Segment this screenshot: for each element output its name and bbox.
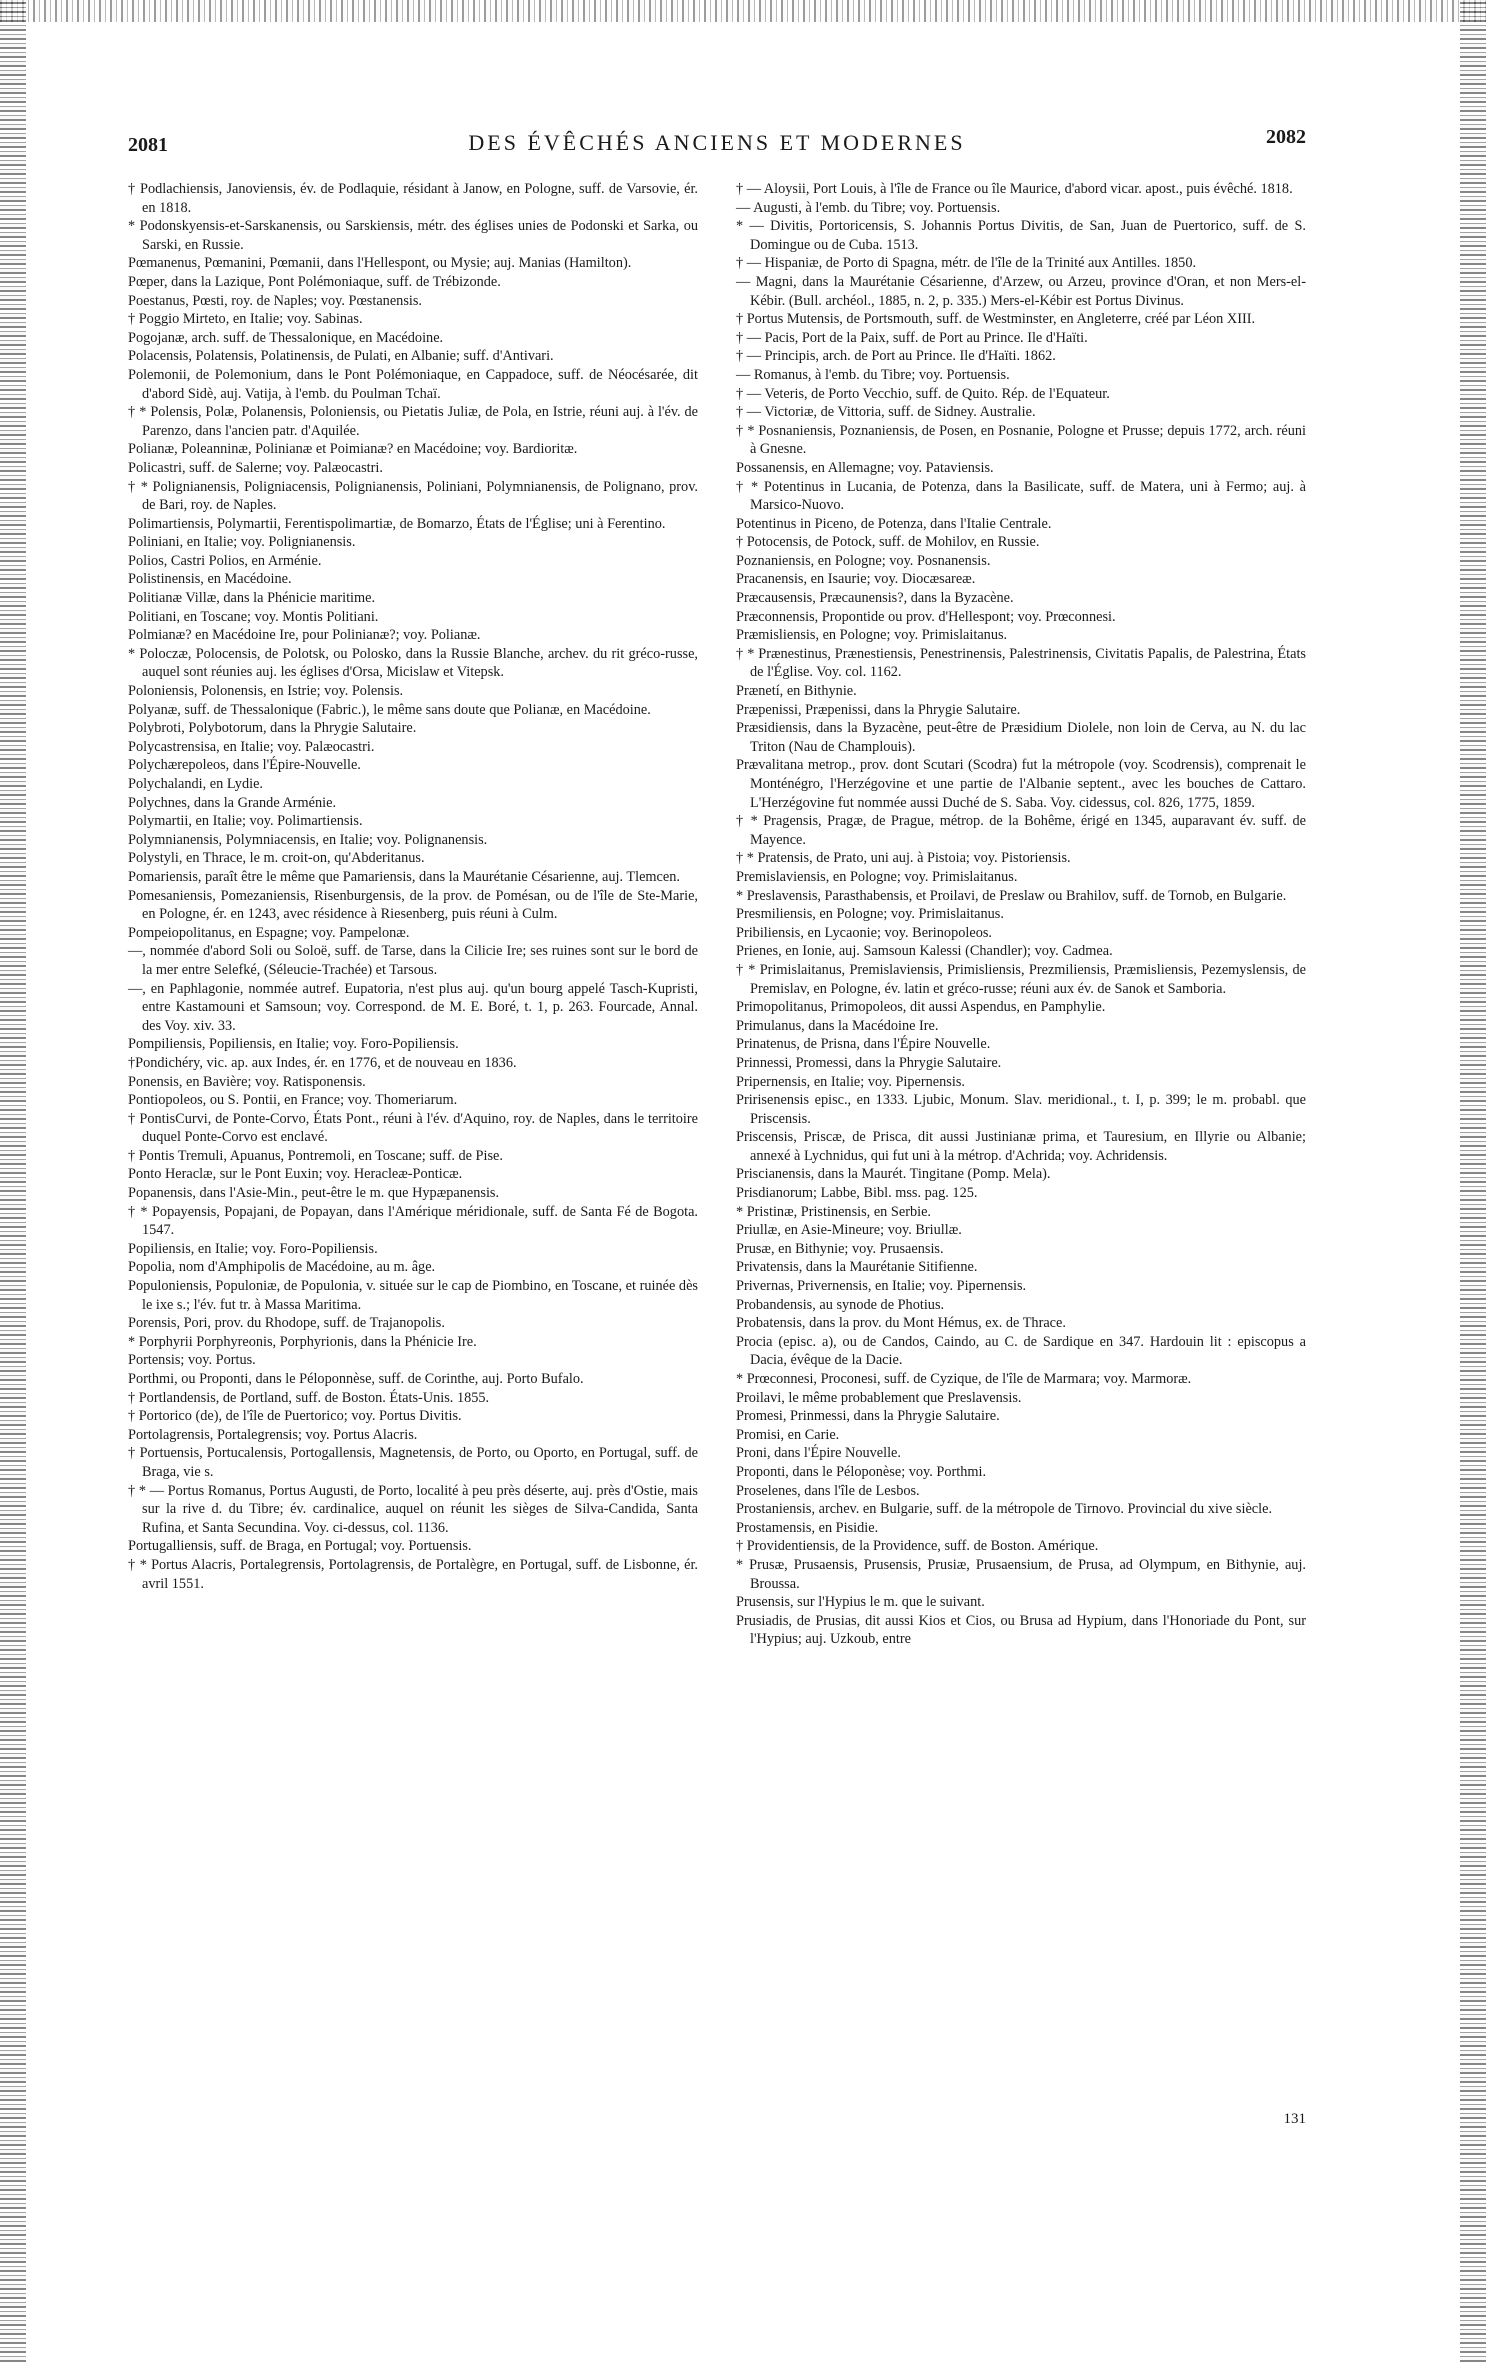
dictionary-entry: † Portlandensis, de Portland, suff. de Boston. États-Unis. 1855. — [128, 1389, 490, 1406]
dictionary-entry: † Portorico (de), de l'île de Puertorico; voy. Portus Divitis. — [128, 1408, 462, 1425]
dictionary-entry: † * Pragensis, Pragæ, de Prague, métrop. de la Bohême, érigé en 1345, auparavant év. suff. de Mayence. — [736, 813, 1306, 848]
dictionary-entry: † * Polensis, Polæ, Polanensis, Poloniensis, ou Pietatis Juliæ, de Pola, en Istrie, réuni auj. à l'év. de Parenzo, dans l'ancien patr. d'Aquilée. — [128, 404, 698, 439]
left-column — [128, 180, 698, 1593]
dictionary-entry: Popanensis, dans l'Asie-Min., peut-être le m. que Hypæpanensis. — [128, 1185, 500, 1202]
dictionary-entry: Presmiliensis, en Pologne; voy. Primislaitanus. — [736, 906, 1004, 923]
dictionary-entry: Polycastrensisa, en Italie; voy. Palæocastri. — [128, 738, 375, 755]
dictionary-entry: Prostaniensis, archev. en Bulgarie, suff. de la métropole de Tirnovo. Provincial du xive siècle. — [736, 1501, 1273, 1518]
dictionary-entry: † * Portus Alacris, Portalegrensis, Portolagrensis, de Portalègre, en Portugal, suff. de Lisbonne, ér. avril 1551. — [128, 1556, 698, 1592]
dictionary-entry: Proponti, dans le Péloponèse; voy. Porthmi. — [736, 1463, 987, 1480]
dictionary-entry: Priullæ, en Asie-Mineure; voy. Briullæ. — [736, 1222, 962, 1239]
dictionary-entry: Præconnensis, Propontide ou prov. d'Hellespont; voy. Prœconnesi. — [736, 608, 1116, 625]
dictionary-entry: Polybroti, Polybotorum, dans la Phrygie Salutaire. — [128, 720, 417, 737]
dictionary-entry: Probatensis, dans la prov. du Mont Hémus, ex. de Thrace. — [736, 1315, 1066, 1332]
dictionary-entry: Polemonii, de Polemonium, dans le Pont Polémoniaque, en Cappadoce, suff. de Néocésarée, dit d'abord Sidè, auj. Vatija, à l'emb. du Poulman Tchaï. — [128, 366, 698, 402]
dictionary-entry: Polyanæ, suff. de Thessalonique (Fabric.), le même sans doute que Polianæ, en Macédoine. — [128, 701, 651, 718]
dictionary-entry: Proni, dans l'Épire Nouvelle. — [736, 1445, 901, 1462]
dictionary-entry: Politiani, en Toscane; voy. Montis Politiani. — [128, 608, 379, 625]
dictionary-entry: Priscianensis, dans la Maurét. Tingitane (Pomp. Mela). — [736, 1166, 1051, 1183]
dictionary-entry: Polistinensis, en Macédoine. — [128, 571, 292, 588]
dictionary-entry: * Porphyrii Porphyreonis, Porphyrionis, dans la Phénicie Ire. — [128, 1333, 477, 1350]
dictionary-entry: † * — Portus Romanus, Portus Augusti, de Porto, localité à peu près déserte, auj. près d'Ostie, mais sur la rive d. du Tibre; év. cardinalice, auquel on réunit les sièges de Silva-Candida, Santa Rufina, et Santa Secundina. Voy. ci-dessus, col. 1136. — [128, 1482, 698, 1536]
dictionary-entry: Possanensis, en Allemagne; voy. Pataviensis. — [736, 459, 994, 476]
dictionary-entry: † Poggio Mirteto, en Italie; voy. Sabinas. — [128, 311, 363, 328]
dictionary-entry: * Poloczæ, Polocensis, de Polotsk, ou Polosko, dans la Russie Blanche, archev. du rit gréco-russe, auquel sont réunies auj. les églises d'Orsa, Micislaw et Vitepsk. — [128, 645, 698, 681]
dictionary-entry: Pœmanenus, Pœmanini, Pœmanii, dans l'Hellespont, ou Mysie; auj. Manias (Hamilton). — [128, 255, 632, 272]
dictionary-entry: † — Aloysii, Port Louis, à l'île de France ou île Maurice, d'abord vicar. apost., puis évêché. 1818. — [736, 181, 1293, 197]
dictionary-entry: — Romanus, à l'emb. du Tibre; voy. Portuensis. — [736, 366, 1010, 383]
dictionary-entry: * Prusæ, Prusaensis, Prusensis, Prusiæ, Prusaensium, de Prusa, ad Olympum, en Bithynie, auj. Broussa. — [736, 1556, 1306, 1592]
dictionary-entry: † — Hispaniæ, de Porto di Spagna, métr. de l'île de la Trinité aux Antilles. 1850. — [736, 255, 1197, 272]
dictionary-entry: Pomariensis, paraît être le même que Pamariensis, dans la Maurétanie Césarienne, auj. Tlemcen. — [128, 868, 680, 885]
right-column — [736, 180, 1306, 1649]
dictionary-entry: Portolagrensis, Portalegrensis; voy. Portus Alacris. — [128, 1426, 418, 1443]
dictionary-entry: Pracanensis, en Isaurie; voy. Diocæsareæ. — [736, 571, 976, 588]
dictionary-entry: † Portus Mutensis, de Portsmouth, suff. de Westminster, en Angleterre, créé par Léon XIII. — [736, 311, 1256, 328]
dictionary-entry: † * Prænestinus, Prænestiensis, Penestrinensis, Palestrinensis, Civitatis Papalis, de Palestrina, États de l'Église. Voy. col. 1162. — [736, 645, 1306, 681]
dictionary-entry: Privatensis, dans la Maurétanie Sitifienne. — [736, 1259, 978, 1276]
dictionary-entry: Poliniani, en Italie; voy. Polignianensis. — [128, 534, 356, 551]
dictionary-entry: Priscensis, Priscæ, de Prisca, dit aussi Justinianæ prima, et Tauresium, en Illyrie ou Albanie; annexé à Lychnidus, qui fut uni à la métrop. d'Achrida; voy. Achridensis. — [736, 1129, 1306, 1164]
dictionary-entry: Primulanus, dans la Macédoine Ire. — [736, 1017, 939, 1034]
dictionary-entry: Probandensis, au synode de Photius. — [736, 1296, 945, 1313]
dictionary-entry: Polychnes, dans la Grande Arménie. — [128, 794, 337, 811]
dictionary-entry: Pontiopoleos, ou S. Pontii, en France; voy. Thomeriarum. — [128, 1092, 458, 1109]
dictionary-entry: Prienes, en Ionie, auj. Samsoun Kalessi (Chandler); voy. Cadmea. — [736, 943, 1113, 960]
dictionary-entry: * Preslavensis, Parasthabensis, et Proilavi, de Preslaw ou Brahilov, suff. de Tornob, en Bulgarie. — [736, 887, 1287, 904]
dictionary-entry: Potentinus in Piceno, de Potenza, dans l'Italie Centrale. — [736, 515, 1052, 532]
dictionary-entry: Populoniensis, Populoniæ, de Populonia, v. située sur le cap de Piombino, en Toscane, et ruinée dès le ixe s.; l'év. fut tr. à Massa Maritima. — [128, 1278, 698, 1313]
dictionary-entry: † — Pacis, Port de la Paix, suff. de Port au Prince. Ile d'Haïti. — [736, 329, 1088, 346]
dictionary-entry: Pribiliensis, en Lycaonie; voy. Berinopoleos. — [736, 924, 992, 941]
dictionary-entry: —, nommée d'abord Soli ou Soloë, suff. de Tarse, dans la Cilicie Ire; ses ruines sont sur le bord de la mer entre Selefké, (Séleucie-Trachée) et Tarsous. — [128, 943, 698, 978]
dictionary-entry: Porensis, Pori, prov. du Rhodope, suff. de Trajanopolis. — [128, 1315, 445, 1332]
dictionary-entry: — Augusti, à l'emb. du Tibre; voy. Portuensis. — [736, 199, 1001, 216]
dictionary-entry: Polymnianensis, Polymniacensis, en Italie; voy. Polignanensis. — [128, 831, 488, 848]
dictionary-entry: * Pristinæ, Pristinensis, en Serbie. — [736, 1203, 931, 1220]
dictionary-entry: Polianæ, Poleanninæ, Polinianæ et Poimianæ? en Macédoine; voy. Bardioritæ. — [128, 441, 578, 458]
dictionary-entry: Porthmi, ou Proponti, dans le Péloponnèse, suff. de Corinthe, auj. Porto Bufalo. — [128, 1371, 584, 1387]
dictionary-entry: Pomesaniensis, Pomezaniensis, Risenburgensis, de la prov. de Pomésan, ou de l'île de Ste-Marie, en Pologne, ér. en 1243, avec résidence à Riesenberg, puis réuni à Culm. — [128, 887, 698, 923]
dictionary-entry: † * Potentinus in Lucania, de Potenza, dans la Basilicate, suff. de Matera, uni à Fermo; auj. à Marsico-Nuovo. — [736, 478, 1306, 514]
dictionary-entry: Poestanus, Pœsti, roy. de Naples; voy. Pœstanensis. — [128, 292, 423, 309]
dictionary-entry: † * Polignianensis, Poligniacensis, Polignianensis, Poliniani, Polymnianensis, de Polignano, prov. de Bari, roy. de Naples. — [128, 478, 698, 514]
dictionary-entry: † * Pratensis, de Prato, uni auj. à Pistoia; voy. Pistoriensis. — [736, 850, 1071, 867]
dictionary-entry: Præmisliensis, en Pologne; voy. Primislaitanus. — [736, 627, 1008, 644]
dictionary-entry: Pœper, dans la Lazique, Pont Polémoniaque, suff. de Trébizonde. — [128, 273, 501, 290]
page-header — [128, 120, 1306, 180]
dictionary-entry: Polystyli, en Thrace, le m. croit-on, qu'Abderitanus. — [128, 850, 425, 867]
dictionary-entry: Præpenissi, Præpenissi, dans la Phrygie Salutaire. — [736, 701, 1021, 718]
scan-border-right — [1460, 0, 1486, 2362]
dictionary-entry: Procia (episc. a), ou de Candos, Caindo, au C. de Sardique en 347. Hardouin lit : episcopus a Dacia, évêque de la Dacie. — [736, 1333, 1306, 1369]
dictionary-entry: † * Popayensis, Popajani, de Popayan, dans l'Amérique méridionale, suff. de Santa Fé de Bogota. 1547. — [128, 1203, 698, 1239]
dictionary-entry: † Providentiensis, de la Providence, suff. de Boston. Amérique. — [736, 1538, 1099, 1555]
dictionary-entry: † Portuensis, Portucalensis, Portogallensis, Magnetensis, de Porto, ou Oporto, en Portugal, suff. de Braga, vie s. — [128, 1445, 698, 1480]
dictionary-entry: Pririsenensis episc., en 1333. Ljubic, Monum. Slav. meridional., t. I, p. 399; le m. probabl. que Priscensis. — [736, 1092, 1306, 1127]
dictionary-entry: Præsidiensis, dans la Byzacène, peut-être de Præsidium Diolele, non loin de Cerva, au N. du lac Triton (Nau de Champlouis). — [736, 720, 1306, 755]
dictionary-entry: Primopolitanus, Primopoleos, dit aussi Aspendus, en Pamphylie. — [736, 999, 1106, 1016]
dictionary-entry: † PontisCurvi, de Ponte-Corvo, États Pont., réuni à l'év. d'Aquino, roy. de Naples, dans le territoire duquel Ponte-Corvo est enclavé. — [128, 1110, 698, 1146]
dictionary-entry: Prusæ, en Bithynie; voy. Prusaensis. — [736, 1240, 944, 1257]
dictionary-entry: † Podlachiensis, Janoviensis, év. de Podlaquie, résidant à Janow, en Pologne, suff. de Varsovie, ér. en 1818. — [128, 181, 698, 216]
dictionary-entry: Ponensis, en Bavière; voy. Ratisponensis. — [128, 1073, 366, 1090]
dictionary-entry: —, en Paphlagonie, nommée autref. Eupatoria, n'est plus auj. qu'un bourg appelé Tasch-Kupristi, entre Kastamouni et Samsoun; voy. Correspond. de M. E. Boré, t. 1, p. 263. Fourcade, Annal. des Voy. xiv. 33. — [128, 980, 698, 1034]
dictionary-entry: Proilavi, le même probablement que Preslavensis. — [736, 1389, 1022, 1406]
dictionary-entry: Prisdianorum; Labbe, Bibl. mss. pag. 125. — [736, 1185, 978, 1202]
dictionary-entry: Prævalitana metrop., prov. dont Scutari (Scodra) fut la métropole (voy. Scodrensis), comprenait le Monténégro, l'Herzégovine et une partie de l'Albanie septent., avec les bouches de Cattaro. L'Herzégovine fut nommée aussi Duché de S. Saba. Voy. cidessus, col. 826, 1775, 1859. — [736, 757, 1306, 811]
dictionary-entry: †Pondichéry, vic. ap. aux Indes, ér. en 1776, et de nouveau en 1836. — [128, 1054, 517, 1071]
dictionary-entry: † — Victoriæ, de Vittoria, suff. de Sidney. Australie. — [736, 404, 1036, 421]
dictionary-entry: † — Veteris, de Porto Vecchio, suff. de Quito. Rép. de l'Equateur. — [736, 385, 1110, 402]
dictionary-entry: Policastri, suff. de Salerne; voy. Palæocastri. — [128, 459, 383, 476]
right-column-number: 2082 — [1266, 126, 1306, 148]
dictionary-entry: † Pontis Tremuli, Apuanus, Pontremoli, en Toscane; suff. de Pise. — [128, 1147, 503, 1164]
two-column-body — [128, 180, 1306, 2127]
dictionary-entry: Polychalandi, en Lydie. — [128, 776, 263, 792]
dictionary-entry: Popolia, nom d'Amphipolis de Macédoine, au m. âge. — [128, 1259, 436, 1276]
dictionary-entry: † * Primislaitanus, Premislaviensis, Primisliensis, Prezmiliensis, Præmisliensis, Pezemyslensis, de Premislav, en Pologne, év. latin et gréco-russe; réuni aux év. de Sanok et Samboria. — [736, 961, 1306, 997]
dictionary-entry: Prusensis, sur l'Hypius le m. que le suivant. — [736, 1594, 985, 1611]
scan-border-top — [0, 0, 1486, 22]
dictionary-entry: Privernas, Privernensis, en Italie; voy. Pipernensis. — [736, 1278, 1027, 1295]
dictionary-entry: Polmianæ? en Macédoine Ire, pour Polinianæ?; voy. Polianæ. — [128, 627, 481, 644]
dictionary-entry: Pripernensis, en Italie; voy. Pipernensis. — [736, 1073, 965, 1090]
dictionary-entry: Polymartii, en Italie; voy. Polimartiensis. — [128, 813, 363, 830]
dictionary-entry: * Prœconnesi, Proconesi, suff. de Cyzique, de l'île de Marmara; voy. Marmoræ. — [736, 1371, 1192, 1387]
dictionary-entry: Pompeiopolitanus, en Espagne; voy. Pampelonæ. — [128, 924, 410, 941]
document-page — [128, 120, 1306, 2127]
dictionary-entry: Prænetí, en Bithynie. — [736, 683, 857, 700]
dictionary-entry: — Magni, dans la Maurétanie Césarienne, d'Arzew, ou Arzeu, province d'Oran, et non Mers-el-Kébir. (Bull. archéol., 1885, n. 2, p. 335.) Mers-el-Kébir est Portus Divinus. — [736, 273, 1306, 309]
signature-mark: 131 — [1283, 2111, 1306, 2127]
scan-border-left — [0, 0, 26, 2362]
dictionary-entry: Premislaviensis, en Pologne; voy. Primislaitanus. — [736, 868, 1018, 885]
dictionary-entry: Portugalliensis, suff. de Braga, en Portugal; voy. Portuensis. — [128, 1538, 472, 1555]
dictionary-entry: Ponto Heraclæ, sur le Pont Euxin; voy. Heracleæ-Ponticæ. — [128, 1166, 463, 1183]
dictionary-entry: Poloniensis, Polonensis, en Istrie; voy. Polensis. — [128, 683, 404, 700]
dictionary-entry: Politianæ Villæ, dans la Phénicie maritime. — [128, 590, 376, 607]
dictionary-entry: Prusiadis, de Prusias, dit aussi Kios et Cios, ou Brusa ad Hypium, dans l'Honoriade du Pont, sur l'Hypius; auj. Uzkoub, entre — [736, 1612, 1306, 1648]
dictionary-entry: Polacensis, Polatensis, Polatinensis, de Pulati, en Albanie; suff. d'Antivari. — [128, 348, 554, 365]
dictionary-entry: Promesi, Prinmessi, dans la Phrygie Salutaire. — [736, 1408, 1000, 1425]
dictionary-entry: Poznaniensis, en Pologne; voy. Posnanensis. — [736, 552, 991, 569]
dictionary-entry: Prostamensis, en Pisidie. — [736, 1519, 879, 1536]
dictionary-entry: Polychærepoleos, dans l'Épire-Nouvelle. — [128, 757, 361, 774]
left-column-number: 2081 — [128, 134, 168, 156]
dictionary-entry: † * Posnaniensis, Poznaniensis, de Posen, en Posnanie, Pologne et Prusse; depuis 1772, arch. réuni à Gnesne. — [736, 422, 1306, 458]
dictionary-entry: Promisi, en Carie. — [736, 1426, 840, 1443]
dictionary-entry: Pompiliensis, Popiliensis, en Italie; voy. Foro-Popiliensis. — [128, 1036, 459, 1053]
dictionary-entry: Proselenes, dans l'île de Lesbos. — [736, 1482, 920, 1499]
running-title: DES ÉVÊCHÉS ANCIENS ET MODERNES — [468, 130, 966, 155]
dictionary-entry: † Potocensis, de Potock, suff. de Mohilov, en Russie. — [736, 534, 1040, 551]
dictionary-entry: Polios, Castri Polios, en Arménie. — [128, 552, 322, 569]
dictionary-entry: Polimartiensis, Polymartii, Ferentispolimartiæ, de Bomarzo, États de l'Église; uni à Ferentino. — [128, 515, 666, 532]
dictionary-entry: Prinatenus, de Prisna, dans l'Épire Nouvelle. — [736, 1036, 991, 1053]
dictionary-entry: Popiliensis, en Italie; voy. Foro-Popiliensis. — [128, 1240, 378, 1257]
dictionary-entry: Præcausensis, Præcaunensis?, dans la Byzacène. — [736, 590, 1014, 607]
dictionary-entry: Pogojanæ, arch. suff. de Thessalonique, en Macédoine. — [128, 329, 444, 346]
dictionary-entry: Portensis; voy. Portus. — [128, 1352, 256, 1369]
dictionary-entry: Prinnessi, Promessi, dans la Phrygie Salutaire. — [736, 1054, 1002, 1071]
dictionary-entry: † — Principis, arch. de Port au Prince. Ile d'Haïti. 1862. — [736, 348, 1056, 365]
dictionary-entry: * Podonskyensis-et-Sarskanensis, ou Sarskiensis, métr. des églises unies de Podonski et Sarka, ou Sarski, en Russie. — [128, 218, 698, 253]
dictionary-entry: * — Divitis, Portoricensis, S. Johannis Portus Divitis, de San, Juan de Puertorico, suff. de S. Domingue ou de Cuba. 1513. — [736, 218, 1306, 253]
